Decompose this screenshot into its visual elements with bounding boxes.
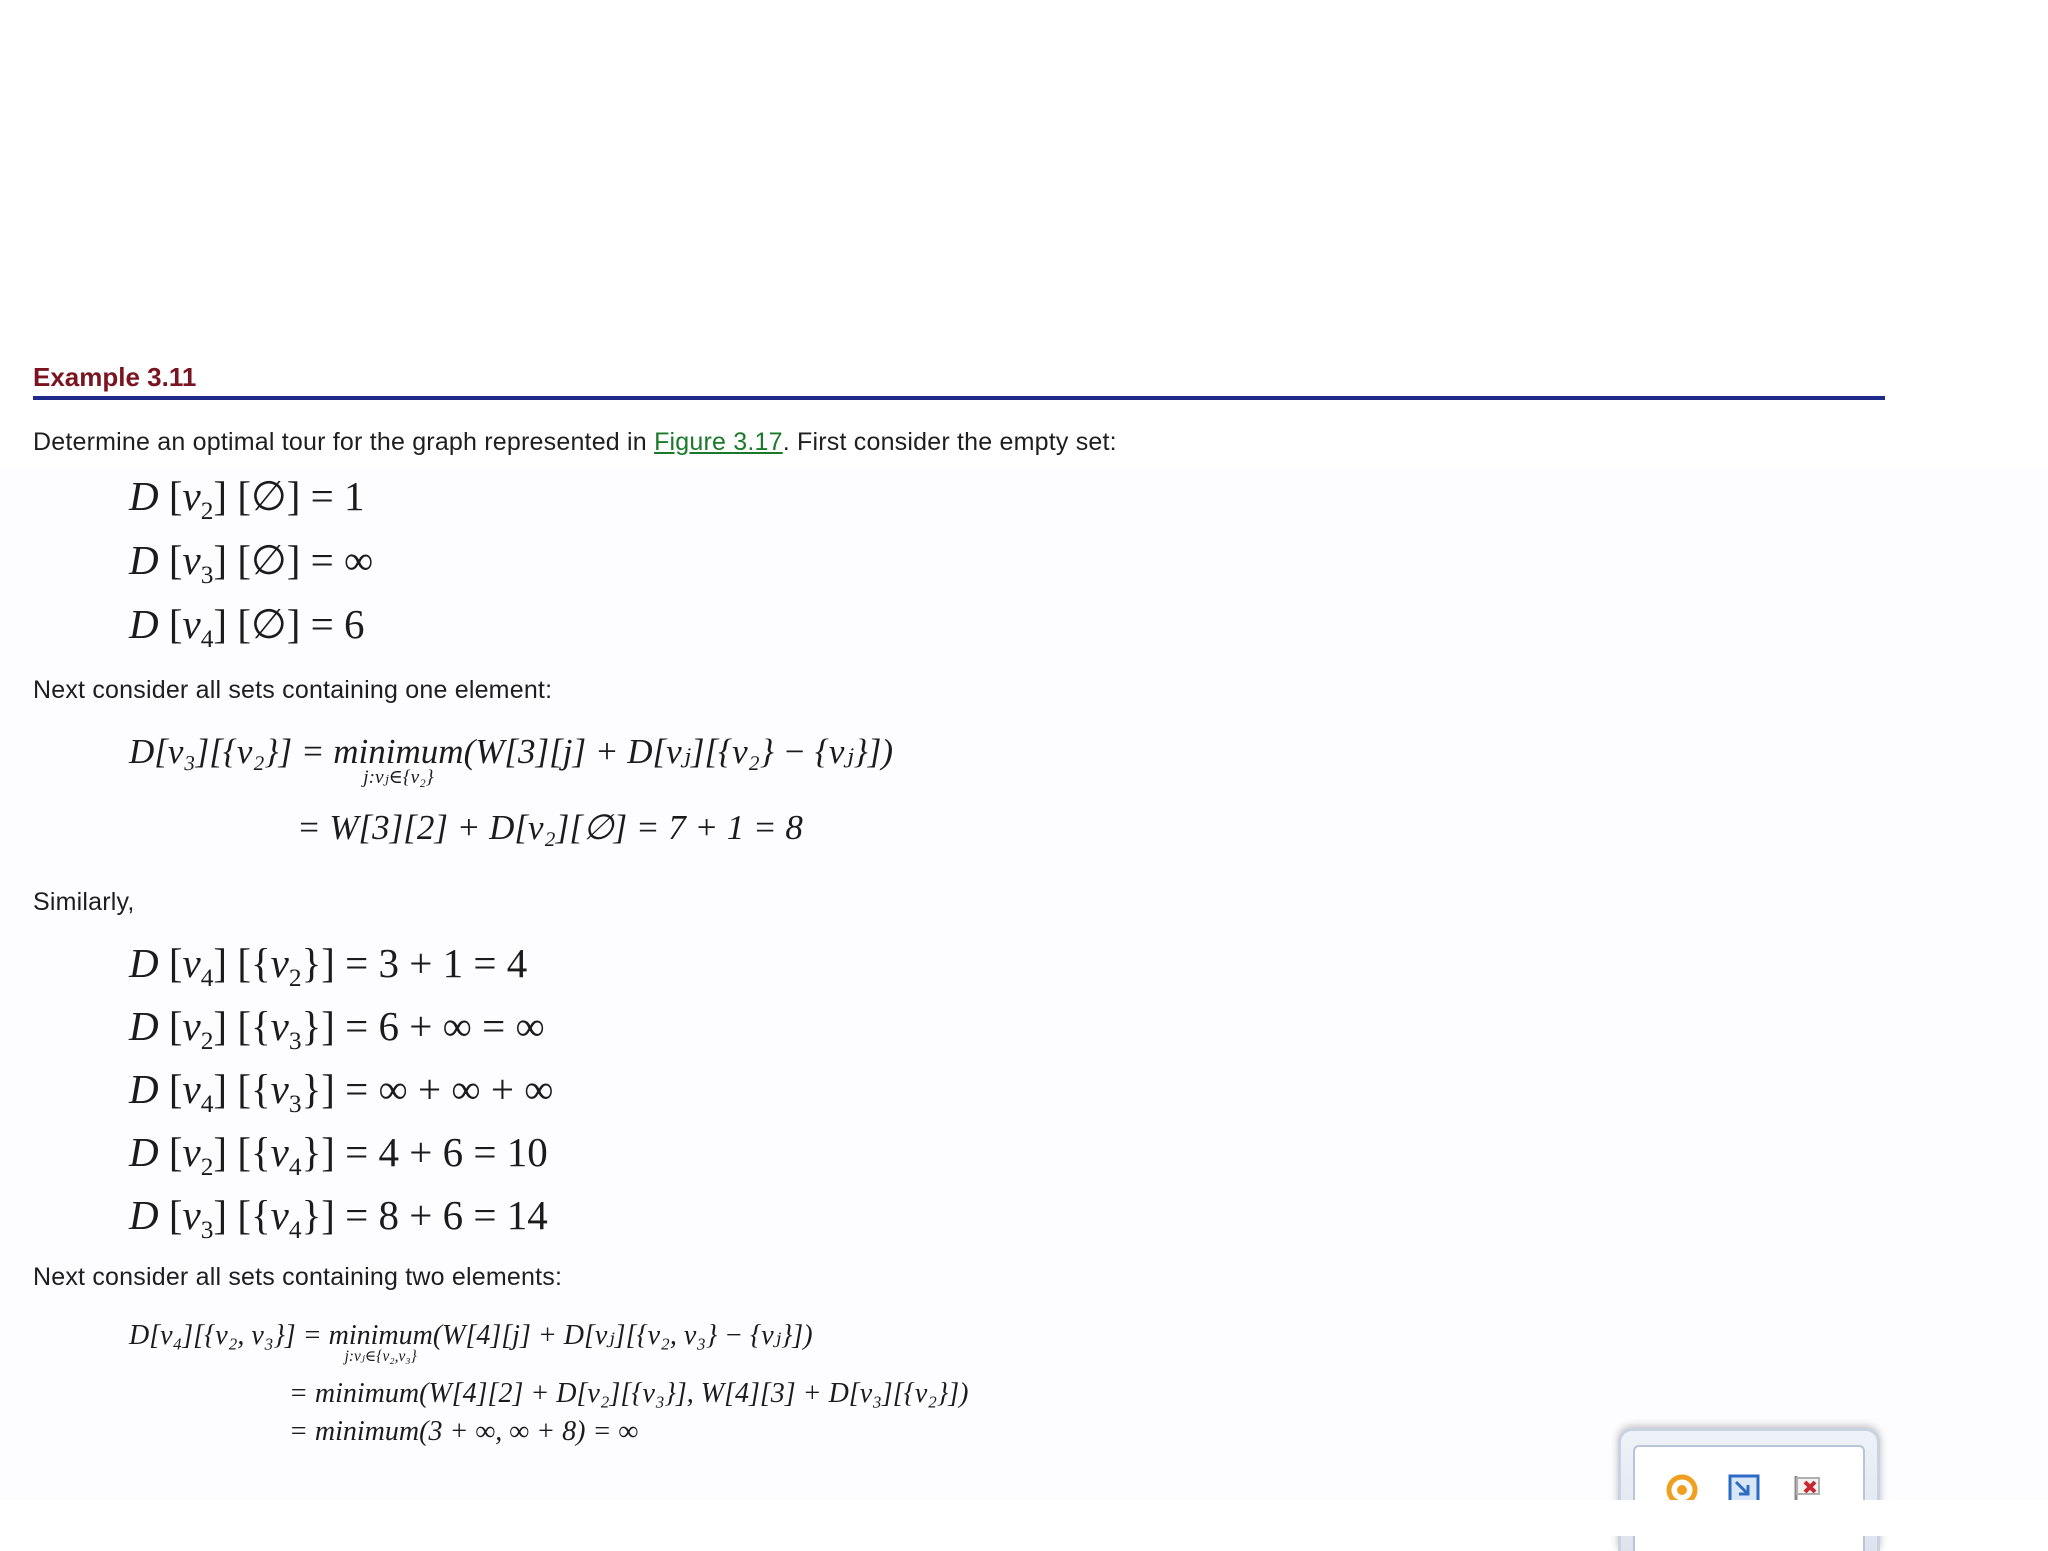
two-element-lhs: D[v₄][{v₂, v₃}] =: [129, 1320, 329, 1351]
similarly-paragraph: Similarly,: [33, 888, 135, 916]
minimum-subscript: j:vⱼ∈{v₂}: [363, 767, 434, 788]
figure-link[interactable]: Figure 3.17: [654, 428, 783, 456]
similar-equation: D $[v_3] [\{v_4\}] = 8 + 6 = 14$: [129, 1192, 548, 1244]
equation-value: 8 + 6 = 14: [378, 1192, 548, 1238]
title-rule: [33, 396, 1885, 400]
equation-value: 1: [343, 473, 365, 519]
one-element-rest: (W[3][j] + D[vⱼ][{v₂} − {vⱼ}]): [463, 732, 893, 771]
intro-text-before: Determine an optimal tour for the graph represented in: [33, 428, 655, 456]
empty-set-equations: [33, 464, 1885, 656]
one-element-line2: = W[3][2] + D[v₂][∅] = 7 + 1 = 8: [297, 808, 803, 847]
two-element-rest: (W[4][j] + D[vⱼ][{v₂, v₃} − {vⱼ}]): [432, 1320, 813, 1351]
minimum-operator: minimum j:vⱼ∈{v₂}: [333, 732, 464, 788]
minimum-operator-2: minimum j:vⱼ∈{v₂,v₃}: [328, 1320, 433, 1365]
minimum-subscript-2: j:vⱼ∈{v₂,v₃}: [344, 1348, 417, 1365]
example-section: [33, 360, 1885, 1449]
empty-set-equation: D $[v_4]$ [∅] = 6: [129, 601, 365, 653]
one-element-line1: [129, 732, 1885, 788]
intro-paragraph: [33, 426, 1885, 458]
empty-set-equation: D $[v_3]$ [∅] = ∞: [129, 537, 374, 589]
equation-value: 3 + 1 = 4: [378, 940, 528, 986]
similar-equation: D $[v_2] [\{v_3\}] = 6$ + ∞ = ∞: [129, 1003, 545, 1055]
equation-value: 4 + 6 = 10: [378, 1129, 548, 1175]
one-element-paragraph: Next consider all sets containing one element:: [33, 676, 553, 704]
example-title: Example 3.11: [33, 362, 197, 392]
equation-value: ∞ + ∞ + ∞: [378, 1066, 554, 1112]
two-element-line3: = minimum(3 + ∞, ∞ + 8) = ∞: [289, 1416, 639, 1447]
equation-value: 6: [343, 601, 365, 647]
two-element-equations: [33, 1319, 1885, 1449]
two-element-line2: = minimum(W[4][2] + D[v₂][{v₃}], W[4][3] + D[v₃][{v₂}]): [289, 1378, 969, 1409]
intro-text-after: . First consider the empty set:: [782, 428, 1117, 456]
similar-equation: D $[v_4] [\{v_3\}]$ = ∞ + ∞ + ∞: [129, 1066, 554, 1118]
similar-equation: D $[v_2] [\{v_4\}] = 4 + 6 = 10$: [129, 1129, 548, 1181]
equation-value: 6 + ∞ = ∞: [378, 1003, 545, 1049]
similar-equation: D $[v_4] [\{v_2\}] = 3 + 1 = 4$: [129, 940, 528, 992]
one-element-equations: [33, 732, 1885, 848]
bottom-edge: [0, 1500, 2048, 1536]
one-element-lhs: D[v₃][{v₂}] =: [129, 732, 334, 771]
two-element-line1: [129, 1319, 1885, 1365]
equation-value: ∞: [343, 537, 374, 583]
two-element-paragraph: Next consider all sets containing two elements:: [33, 1263, 563, 1291]
similar-equations: [33, 932, 1885, 1247]
empty-set-equation: D $[v_2]$ [∅] = 1: [129, 473, 365, 525]
